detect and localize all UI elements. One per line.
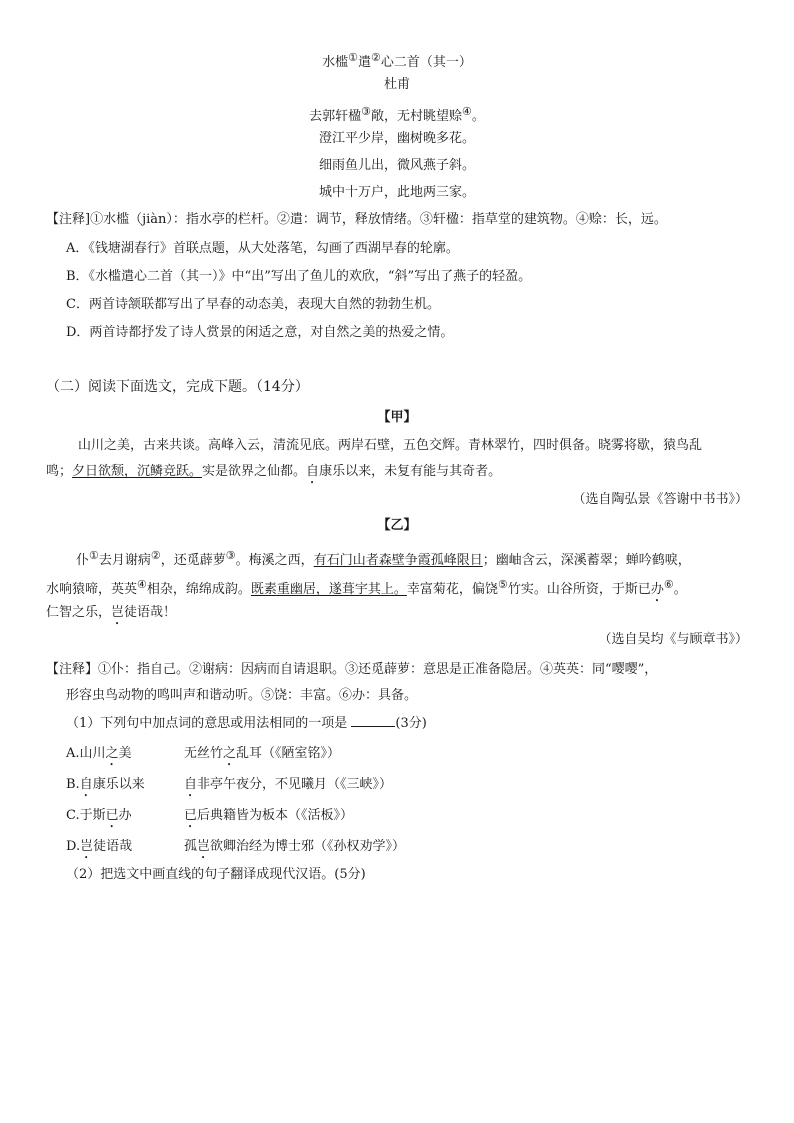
underlined-sentence: 既素重幽居，遂葺宇其上。 (250, 582, 407, 597)
poem-line: 去郭轩楹③敞，无村眺望赊④。 (309, 105, 485, 124)
passage-yi-source: （选自吴均《与顾章书》） (598, 632, 748, 647)
section-heading: （二）阅读下面选文，完成下题。（14分） (46, 379, 309, 395)
passage-jia-source: （选自陶弘景《答谢中书书》） (572, 492, 748, 507)
poem-line: 城中十万户，此地两三家。 (318, 185, 475, 200)
poem-title: 水槛①遣②心二首（其一） (322, 51, 472, 70)
passage-jia-line: 鸣；夕日欲颓，沉鳞竞跃。实是欲界之仙都。自康乐以来，未复有能与其奇者。 (46, 464, 502, 479)
q1-option-d-compare: 孤岂欲卿治经为博士邪（《孙权劝学》） (184, 839, 406, 854)
q1-option-c: C.于斯已办 (66, 808, 132, 823)
passage-note: 【注释】①仆：指自己。②谢病：因病而自请退职。③还觅薜萝：意思是正准备隐居。④英英：同“嘤嘤”， (46, 662, 658, 677)
passage-note: 形容虫鸟动物的鸣叫声和谐动听。⑤饶：丰富。⑥办：具备。 (66, 688, 418, 703)
passage-jia-line: 山川之美，古来共谈。高峰入云，清流见底。两岸石壁，五色交辉。青林翠竹，四时俱备。晓雾将歇，猿鸟乱 (78, 438, 703, 453)
answer-blank[interactable] (351, 714, 395, 727)
passage-yi-label: 【乙】 (377, 518, 417, 533)
q1-option-d: D.岂徒语哉 (66, 839, 133, 854)
underlined-sentence: 有石门山者森壁争霞孤峰限日 (313, 553, 483, 568)
question-2-stem: （2）把选文中画直线的句子翻译成现代汉语。(5分) (66, 867, 366, 882)
passage-yi-line: 仁智之乐，岂徒语哉！ (46, 605, 177, 620)
q1-option-a-compare: 无丝竹之乱耳（《陋室铭》） (184, 746, 341, 761)
q1-option-b: B.自康乐以来 (66, 777, 145, 792)
option-b: B．《水槛遣心二首（其一）》中“出”写出了鱼儿的欢欣，“斜”写出了燕子的轻盈。 (66, 269, 532, 284)
passage-yi-line: 仆①去月谢病②，还觅薜萝③。梅溪之西，有石门山者森壁争霞孤峰限日；幽岫含云，深溪蓄翠；蝉吟鹤唳， (76, 549, 691, 568)
poem-line: 澄江平少岸，幽树晚多花。 (318, 131, 475, 146)
passage-jia-label: 【甲】 (377, 410, 417, 425)
q1-option-c-compare: 已后典籍皆为板本（《活板》） (184, 808, 354, 823)
passage-yi-line: 水响猿啼，英英④相杂，绵绵成韵。既素重幽居，遂葺宇其上。幸富菊花，偏饶⑤竹实。山谷所资，于斯已办⑥。 (46, 578, 687, 597)
poem-author: 杜甫 (383, 77, 410, 92)
option-d: D．两首诗都抒发了诗人赏景的闲适之意，对自然之美的热爱之情。 (66, 325, 454, 340)
underlined-sentence: 夕日欲颓，沉鳞竞跃。 (72, 464, 203, 479)
q1-option-b-compare: 自非亭午夜分，不见曦月（《三峡》） (184, 777, 393, 792)
option-c: C．两首诗颔联都写出了早春的动态美，表现大自然的勃勃生机。 (66, 297, 440, 312)
question-1-stem: （1）下列句中加点词的意思或用法相同的一项是 (3分) (66, 716, 427, 731)
poem-note: 【注释]①水槛（jiàn）：指水亭的栏杆。②遣：调节，释放情绪。③轩楹：指草堂的建筑物。④赊：长，远。 (46, 212, 667, 227)
q1-option-a: A.山川之美 (66, 746, 132, 761)
option-a: A．《钱塘湖春行》首联点题，从大处落笔，勾画了西湖早春的轮廓。 (66, 241, 459, 256)
poem-line: 细雨鱼儿出，微风燕子斜。 (318, 158, 475, 173)
